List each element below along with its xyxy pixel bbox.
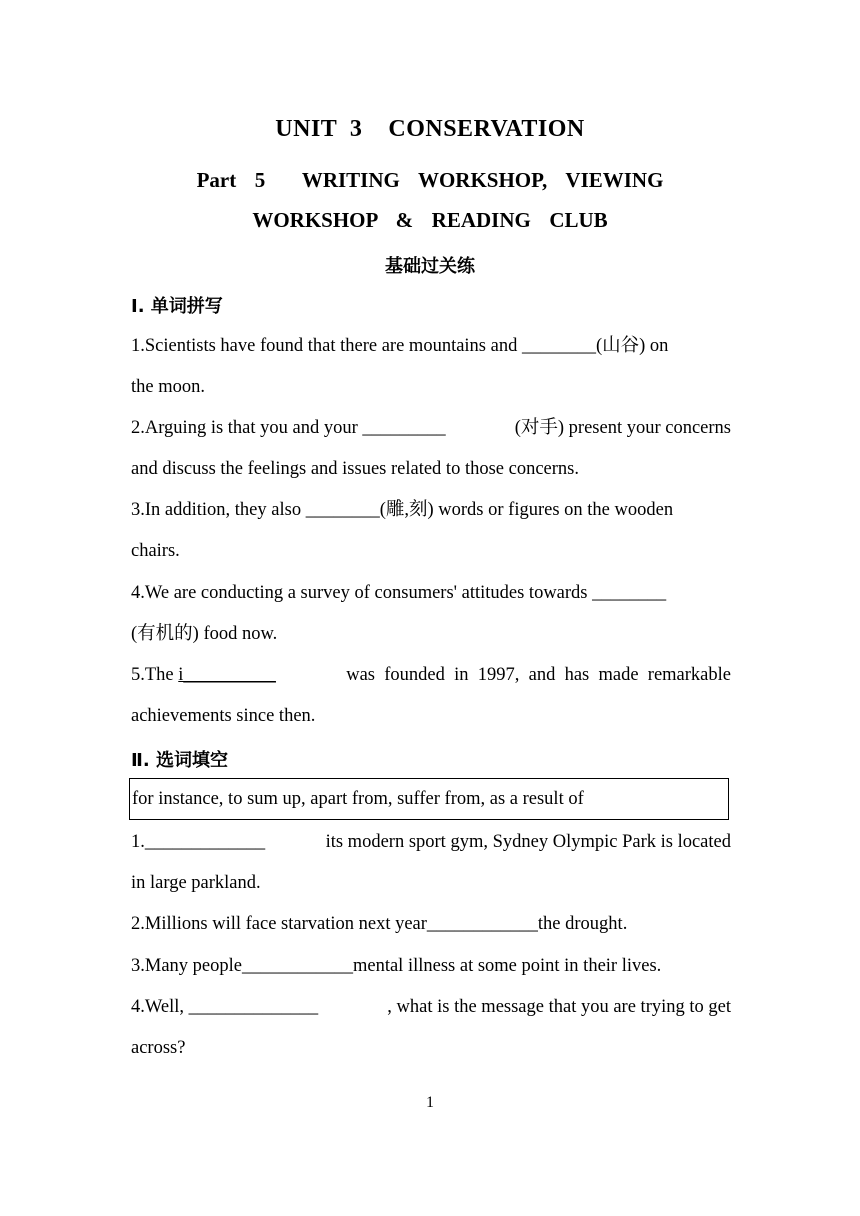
s1-q5-blank: i__________ (178, 665, 276, 685)
unit-title: UNIT 3 CONSERVATION (275, 116, 585, 142)
s1-q3-text-b: (雕,刻) words or figures on the wooden (379, 500, 674, 520)
s1-q5-line2: achievements since then. (131, 706, 316, 726)
s2-q2-line1 (131, 912, 731, 936)
s1-q4-text-a: 4.We are conducting a survey of consumers' attitudes towards (131, 583, 593, 603)
section-1-heading: Ⅰ. 单词拼写 (131, 296, 223, 317)
s1-q4-line1 (131, 581, 731, 605)
s1-q1-line2: the moon. (131, 377, 205, 397)
page-number: 1 (426, 1094, 434, 1111)
s1-q5-line1 (131, 663, 731, 687)
s1-q1-blank: ________ (521, 336, 596, 356)
s1-q3-blank: ________ (305, 500, 380, 520)
s1-q5-text-a: 5.The (131, 665, 179, 685)
s1-q3-text-a: 3.In addition, they also (131, 500, 306, 520)
s1-q4-blank: ________ (592, 583, 667, 603)
s2-q1-line1 (131, 830, 731, 854)
s2-q1-blank: 1._____________ (131, 832, 266, 852)
s1-q2-text-b: (对手) present your concerns (514, 418, 731, 438)
s1-q3-line2: chairs. (131, 541, 180, 561)
s2-q4-line1 (131, 995, 731, 1019)
word-bank-box: for instance, to sum up, apart from, suffer from, as a result of (129, 778, 729, 820)
exercise-subtitle: 基础过关练 (385, 256, 475, 277)
s2-q2-blank: ____________ (426, 914, 538, 934)
s2-q3-text-b: mental illness at some point in their lives. (352, 956, 662, 976)
part-title-line-2: WORKSHOP & READING CLUB (252, 208, 608, 232)
s2-q1-text-b: its modern sport gym, Sydney Olympic Park is located (320, 832, 731, 852)
s1-q1-line1 (131, 334, 731, 358)
section-2-heading: Ⅱ. 选词填空 (131, 750, 228, 771)
s2-q4-text-a: 4.Well, (131, 997, 189, 1017)
s2-q2-text-b: the drought. (537, 914, 628, 934)
s1-q5-text-b: was founded in 1997, and has made remarkable (346, 665, 731, 685)
s2-q3-line1 (131, 954, 731, 978)
s2-q3-text-a: 3.Many people (131, 956, 242, 976)
s2-q4-text-b: , what is the message that you are trying to get (387, 997, 731, 1017)
s1-q2-line2: and discuss the feelings and issues related to those concerns. (131, 459, 579, 479)
s1-q4-line2: (有机的) food now. (131, 624, 278, 644)
s1-q3-line1 (131, 498, 731, 522)
s1-q1-text-b: (山谷) on (595, 336, 669, 356)
s1-q1-text-a: 1.Scientists have found that there are mountains and (131, 336, 522, 356)
s2-q3-blank: ____________ (241, 956, 353, 976)
s1-q2-line1 (131, 416, 731, 440)
s2-q4-blank: ______________ (188, 997, 319, 1017)
s1-q2-blank: _________ (362, 418, 446, 438)
s2-q4-line2: across? (131, 1038, 186, 1058)
part-title-line-1: Part 5 WRITING WORKSHOP, VIEWING (196, 168, 664, 192)
s2-q2-text-a: 2.Millions will face starvation next year (131, 914, 427, 934)
s1-q2-text-a: 2.Arguing is that you and your (131, 418, 363, 438)
s2-q1-line2: in large parkland. (131, 873, 261, 893)
